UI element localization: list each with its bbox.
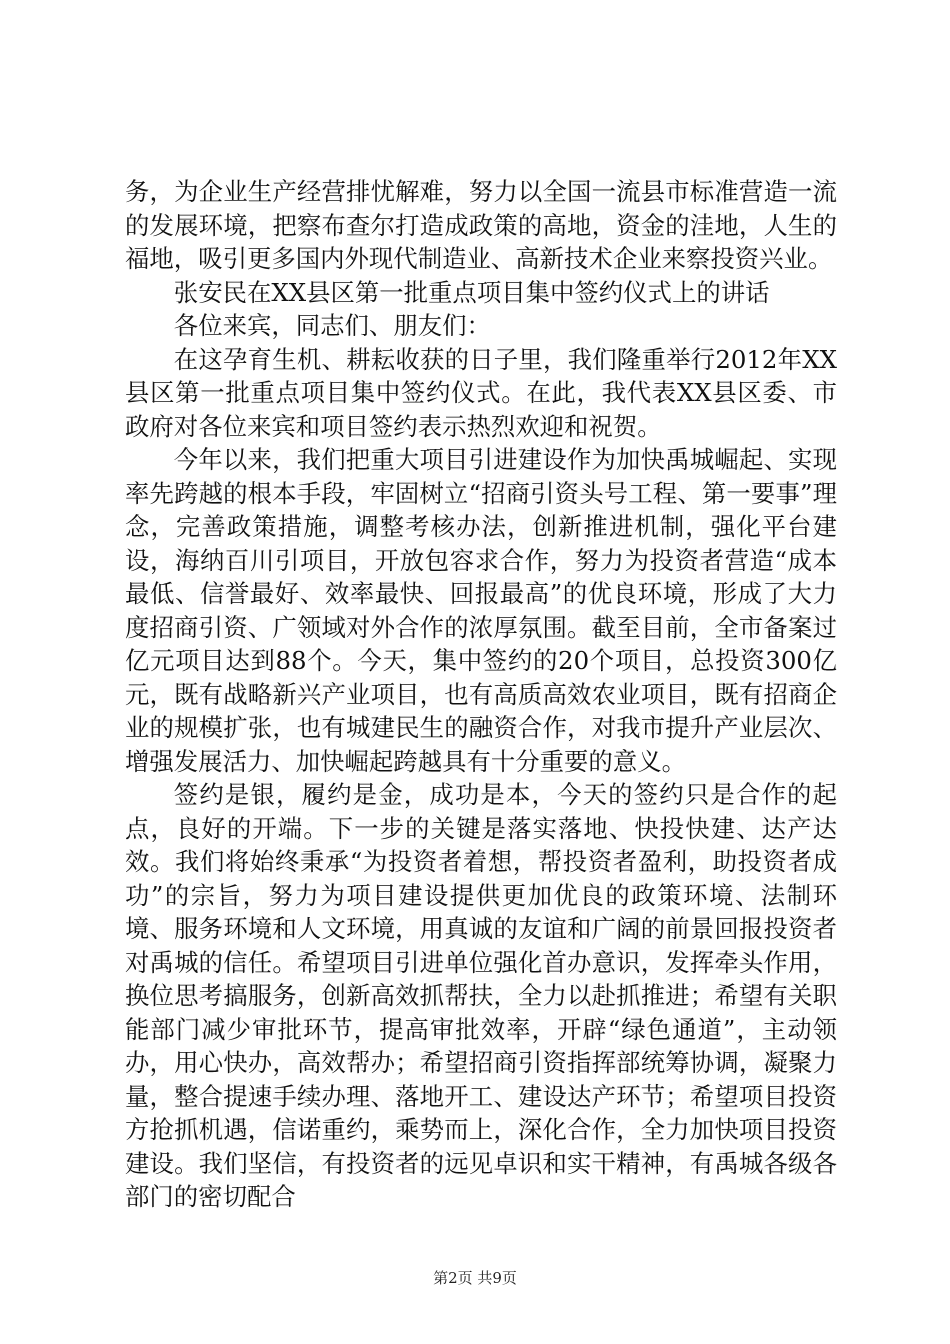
paragraph-next-steps: 签约是银，履约是金，成功是本，今天的签约只是合作的起点，良好的开端。下一步的关键是落实落地、快投快建、达产达效。我们将始终秉承“为投资者着想，帮投资者盈利，助投资者成功”的宗旨，努力为项目建设提供更加优良的政策环境、法制环境、服务环境和人文环境，用真诚的友谊和广阔的前景回报投资者对禹城的信任。希望项目引进单位强化首办意识，发挥牵头作用，换位思考搞服务，创新高效抓帮扶，全力以赴抓推进；希望有关职能部门减少审批环节，提高审批效率，开辟“绿色通道”，主动领办，用心快办，高效帮办；希望招商引资指挥部统筹协调，凝聚力量，整合提速手续办理、落地开工、建设达产环节；希望项目投资方抢抓机遇，信诺重约，乘势而上，深化合作，全力加快项目投资建设。我们坚信，有投资者的远见卓识和实干精神，有禹城各级各部门的密切配合 bbox=[125, 780, 837, 1211]
document-body bbox=[125, 175, 837, 1214]
salutation: 各位来宾，同志们、朋友们： bbox=[173, 311, 491, 340]
paragraph-progress: 今年以来，我们把重大项目引进建设作为加快禹城崛起、实现率先跨越的根本手段，牢固树立“招商引资头号工程、第一要事”理念，完善政策措施，调整考核办法，创新推进机制，强化平台建设，海纳百川引项目，开放包容求合作，努力为投资者营造“成本最低、信誉最好、效率最快、回报最高”的优良环境，形成了大力度招商引资、广领域对外合作的浓厚氛围。截至目前，全市备案过亿元项目达到88个。今天，集中签约的20个项目，总投资300亿元，既有战略新兴产业项目，也有高质高效农业项目，既有招商企业的规模扩张，也有城建民生的融资合作，对我市提升产业层次、增强发展活力、加快崛起跨越具有十分重要的意义。 bbox=[125, 445, 837, 776]
paragraph-opening: 在这孕育生机、耕耘收获的日子里，我们隆重举行2012年XX县区第一批重点项目集中签约仪式。在此，我代表XX县区委、市政府对各位来宾和项目签约表示热烈欢迎和祝贺。 bbox=[125, 344, 837, 441]
paragraph-continuation: 务，为企业生产经营排忧解难，努力以全国一流县市标准营造一流的发展环境，把察布查尔打造成政策的高地，资金的洼地，人生的福地，吸引更多国内外现代制造业、高新技术企业来察投资兴业。 bbox=[125, 177, 837, 273]
speech-title: 张安民在XX县区第一批重点项目集中签约仪式上的讲话 bbox=[173, 277, 770, 307]
page-number-footer: 第2页 共9页 bbox=[433, 1269, 517, 1287]
